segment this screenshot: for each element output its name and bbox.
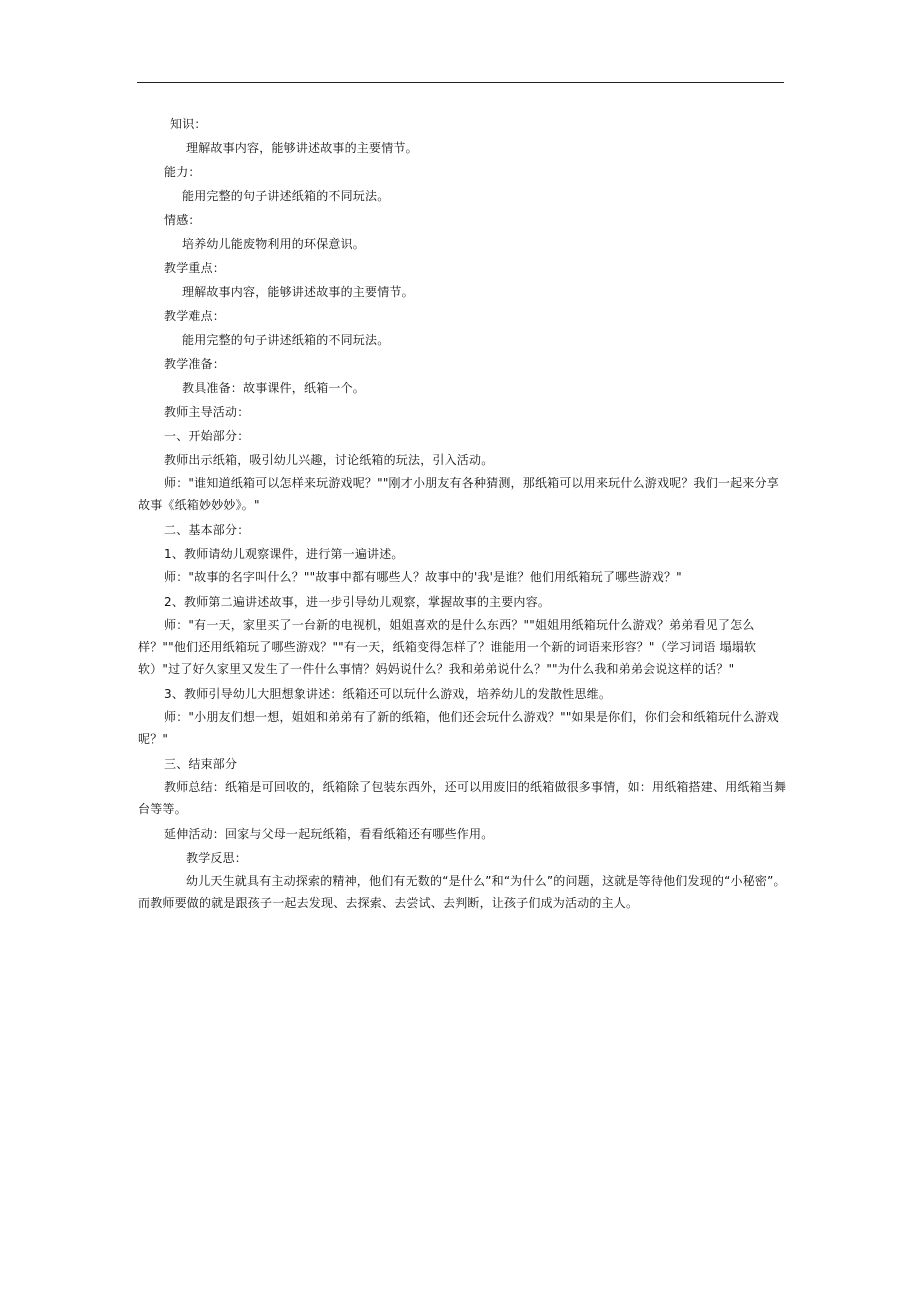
text-extension: 延伸活动：回家与父母一起玩纸箱，看看纸箱还有哪些作用。 [164, 827, 494, 841]
step-3: 3、教师引导幼儿大胆想象讲述：纸箱还可以玩什么游戏，培养幼儿的发散性思维。 [164, 687, 612, 701]
text-preparation: 教具准备：故事课件，纸箱一个。 [182, 381, 366, 395]
text-key-points: 理解故事内容，能够讲述故事的主要情节。 [182, 285, 414, 299]
heading-basic: 二、基本部分： [164, 523, 250, 537]
label-teacher-activity: 教师主导活动： [164, 405, 250, 419]
label-knowledge: 知识： [170, 117, 207, 131]
header-rule [137, 82, 784, 83]
paragraph-teacher-question-2: 师："故事的名字叫什么？""故事中都有哪些人？故事中的'我'是谁？他们用纸箱玩了哪些游戏？" [164, 570, 682, 584]
paragraph-teacher-question-4: 师："小朋友们想一想，姐姐和弟弟有了新的纸箱，他们还会玩什么游戏？""如果是你们，你们会和纸箱玩什么游戏呢？" [138, 710, 779, 746]
heading-reflection: 教学反思： [186, 851, 248, 865]
document-body [138, 112, 790, 916]
step-1: 1、教师请幼儿观察课件，进行第一遍讲述。 [164, 547, 404, 561]
paragraph-teacher-question-1: 师："谁知道纸箱可以怎样来玩游戏呢？""刚才小朋友有各种猜测，那纸箱可以用来玩什么游戏呢？我们一起来分享故事《纸箱妙妙妙》。" [138, 476, 779, 512]
label-preparation: 教学准备： [164, 357, 226, 371]
text-knowledge: 理解故事内容，能够讲述故事的主要情节。 [186, 141, 418, 155]
text-start: 教师出示纸箱，吸引幼儿兴趣，讨论纸箱的玩法，引入活动。 [164, 453, 494, 467]
text-emotion: 培养幼儿能废物利用的环保意识。 [182, 237, 366, 251]
paragraph-reflection: 幼儿天生就具有主动探索的精神，他们有无数的“是什么”和“为什么”的问题，这就是等待他们发现的“小秘密”。而教师要做的就是跟孩子一起去发现、去探索、去尝试、去判断，让孩子们成为活动的主人。 [138, 874, 786, 910]
label-emotion: 情感： [164, 213, 201, 227]
heading-end: 三、结束部分 [164, 757, 238, 771]
step-2: 2、教师第二遍讲述故事，进一步引导幼儿观察，掌握故事的主要内容。 [164, 595, 551, 609]
label-difficulties: 教学难点： [164, 309, 226, 323]
paragraph-teacher-question-3: 师："有一天，家里买了一台新的电视机，姐姐喜欢的是什么东西？""姐姐用纸箱玩什么游戏？弟弟看见了怎么样？""他们还用纸箱玩了哪些游戏？""有一天，纸箱变得怎样了？谁能用一个新的词语来形容？"（学习词语 塌塌软软）"过了好久家里又发生了一件什么事情？妈妈说什么？我和弟弟说什么？""为什么我和弟弟会说这样的话？" [138, 618, 757, 676]
text-ability: 能用完整的句子讲述纸箱的不同玩法。 [182, 189, 390, 203]
heading-start: 一、开始部分： [164, 429, 250, 443]
text-difficulties: 能用完整的句子讲述纸箱的不同玩法。 [182, 333, 390, 347]
label-key-points: 教学重点： [164, 261, 226, 275]
label-ability: 能力： [164, 165, 201, 179]
paragraph-summary: 教师总结：纸箱是可回收的，纸箱除了包装东西外，还可以用废旧的纸箱做很多事情，如：用纸箱搭建、用纸箱当舞台等等。 [138, 780, 787, 816]
